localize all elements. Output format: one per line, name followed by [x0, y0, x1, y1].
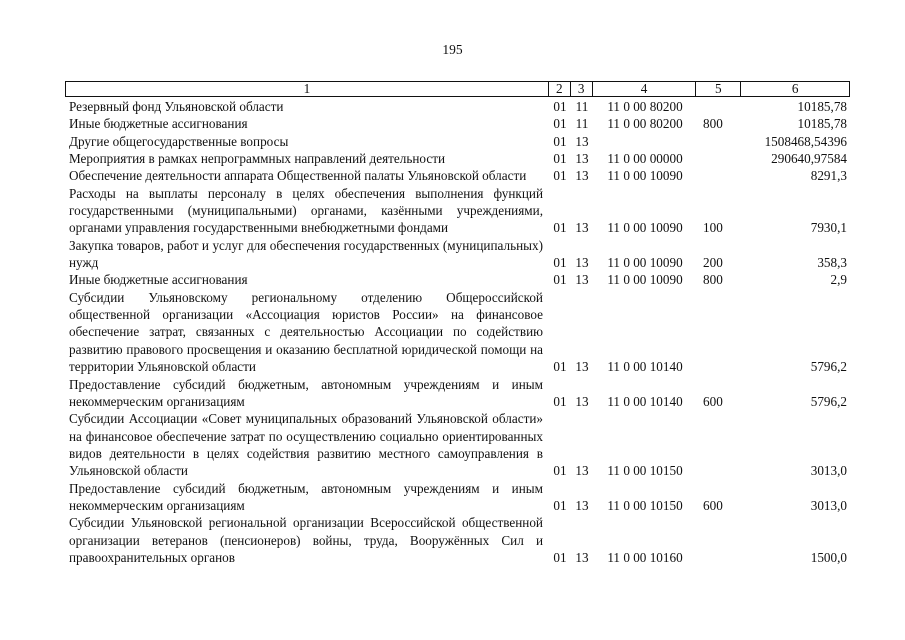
- row-section: 01: [553, 151, 567, 167]
- row-amount: 8291,3: [810, 168, 847, 184]
- row-target-article: 11 0 00 80200: [607, 99, 683, 114]
- row-target-article: 11 0 00 10090: [607, 272, 683, 288]
- row-subsection: 13: [575, 255, 589, 271]
- row-amount: 10185,78: [797, 99, 847, 114]
- row-name: Предоставление субсидий бюджетным, автономным учреждениям и иным некоммерческим организациям: [69, 480, 543, 513]
- row-subsection: 13: [575, 393, 589, 409]
- row-target-article: 11 0 00 10150: [607, 497, 683, 513]
- table-body: [65, 98, 850, 566]
- row-target-article: 11 0 00 10150: [607, 463, 683, 479]
- table-row: [65, 480, 850, 515]
- row-subsection: 13: [575, 549, 589, 565]
- row-subsection: 13: [575, 151, 589, 167]
- table-row: [65, 133, 850, 150]
- row-name: Мероприятия в рамках непрограммных направлений деятельности: [69, 151, 446, 167]
- row-amount: 1500,0: [810, 549, 847, 565]
- header-col-3: 3: [571, 82, 593, 96]
- row-target-article: 11 0 00 10090: [607, 255, 683, 271]
- row-name: Предоставление субсидий бюджетным, автономным учреждениям и иным некоммерческим организациям: [69, 376, 543, 409]
- row-subsection: 13: [575, 272, 589, 288]
- table-row: [65, 410, 850, 479]
- header-col-1: 1: [66, 82, 549, 96]
- row-amount: 3013,0: [810, 463, 847, 479]
- row-amount: 3013,0: [810, 497, 847, 513]
- table-header: [65, 81, 850, 97]
- row-subsection: 13: [575, 168, 589, 184]
- row-expense-type: 600: [703, 497, 723, 513]
- row-expense-type: 600: [703, 393, 723, 409]
- row-subsection: 11: [575, 99, 589, 114]
- row-section: 01: [553, 255, 567, 271]
- row-amount: 5796,2: [810, 359, 847, 375]
- row-name: Закупка товаров, работ и услуг для обеспечения государственных (муниципальных) нужд: [69, 237, 543, 271]
- row-section: 01: [553, 133, 567, 149]
- row-name: Субсидии Ульяновской региональной организации Всероссийской общественной организации ветеранов (пенсионеров) войны, труда, Вооружённых Сил и правоохранительных органов: [69, 515, 543, 565]
- row-target-article: 11 0 00 10160: [607, 549, 683, 565]
- row-expense-type: 800: [703, 272, 723, 288]
- row-subsection: 13: [575, 463, 589, 479]
- row-section: 01: [553, 393, 567, 409]
- row-section: 01: [553, 549, 567, 565]
- table-row: [65, 185, 850, 237]
- row-section: 01: [553, 99, 567, 114]
- row-subsection: 11: [575, 116, 589, 132]
- row-expense-type: 200: [703, 255, 723, 271]
- row-target-article: 11 0 00 10140: [607, 393, 683, 409]
- table-row: [65, 376, 850, 411]
- table-row: [65, 271, 850, 288]
- header-col-2: 2: [549, 82, 571, 96]
- row-name: Иные бюджетные ассигнования: [69, 272, 248, 288]
- table-row: [65, 237, 850, 272]
- header-col-4: 4: [593, 82, 697, 96]
- row-section: 01: [553, 220, 567, 236]
- row-section: 01: [553, 116, 567, 132]
- row-name: Другие общегосударственные вопросы: [69, 133, 289, 149]
- page-number: 195: [442, 42, 463, 57]
- row-subsection: 13: [575, 133, 589, 149]
- header-col-5: 5: [696, 82, 741, 96]
- row-target-article: 11 0 00 80200: [607, 116, 683, 132]
- table-row: [65, 150, 850, 167]
- row-amount: 1508468,54396: [764, 133, 847, 149]
- row-expense-type: 800: [703, 116, 723, 132]
- row-amount: 5796,2: [810, 393, 847, 409]
- row-section: 01: [553, 168, 567, 184]
- row-target-article: 11 0 00 00000: [607, 151, 683, 167]
- row-name: Обеспечение деятельности аппарата Общественной палаты Ульяновской области: [69, 168, 527, 184]
- budget-table: [65, 81, 850, 566]
- row-section: 01: [553, 463, 567, 479]
- table-row: [65, 167, 850, 184]
- row-name: Иные бюджетные ассигнования: [69, 116, 248, 132]
- row-name: Резервный фонд Ульяновской области: [69, 99, 284, 114]
- table-row: [65, 98, 850, 115]
- row-section: 01: [553, 359, 567, 375]
- row-expense-type: 100: [703, 220, 723, 236]
- row-amount: 10185,78: [797, 116, 847, 132]
- row-amount: 358,3: [817, 255, 847, 271]
- row-name: Субсидии Ассоциации «Совет муниципальных образований Ульяновской области» на финансовое обеспечение затрат по осуществлению социально ориентированных видов деятельности в целях содействия развитию местного самоуправления в Ульяновской области: [69, 411, 543, 479]
- row-target-article: 11 0 00 10090: [607, 220, 683, 236]
- row-name: Субсидии Ульяновскому региональному отделению Общероссийской общественной организации «Ассоциация юристов России» на финансовое обеспечение затрат, связанных с деятельностью Ассоциации по содействию развитию правового просвещения и оказанию бесплатной юридической помощи на территории Ульяновской области: [69, 289, 543, 375]
- row-name: Расходы на выплаты персоналу в целях обеспечения выполнения функций государственными (муниципальными) органами, казёнными учреждениями, органами управления государственными внебюджетными фондами: [69, 185, 543, 236]
- header-col-6: 6: [791, 81, 799, 96]
- row-section: 01: [553, 272, 567, 288]
- row-subsection: 13: [575, 220, 589, 236]
- row-subsection: 13: [575, 359, 589, 375]
- row-target-article: 11 0 00 10090: [607, 168, 683, 184]
- table-row: [65, 514, 850, 566]
- row-amount: 7930,1: [810, 220, 847, 236]
- row-amount: 2,9: [830, 272, 847, 288]
- row-section: 01: [553, 497, 567, 513]
- table-row: [65, 289, 850, 376]
- row-target-article: 11 0 00 10140: [607, 359, 683, 375]
- table-row: [65, 115, 850, 132]
- row-amount: 290640,97584: [771, 151, 847, 167]
- row-subsection: 13: [575, 497, 589, 513]
